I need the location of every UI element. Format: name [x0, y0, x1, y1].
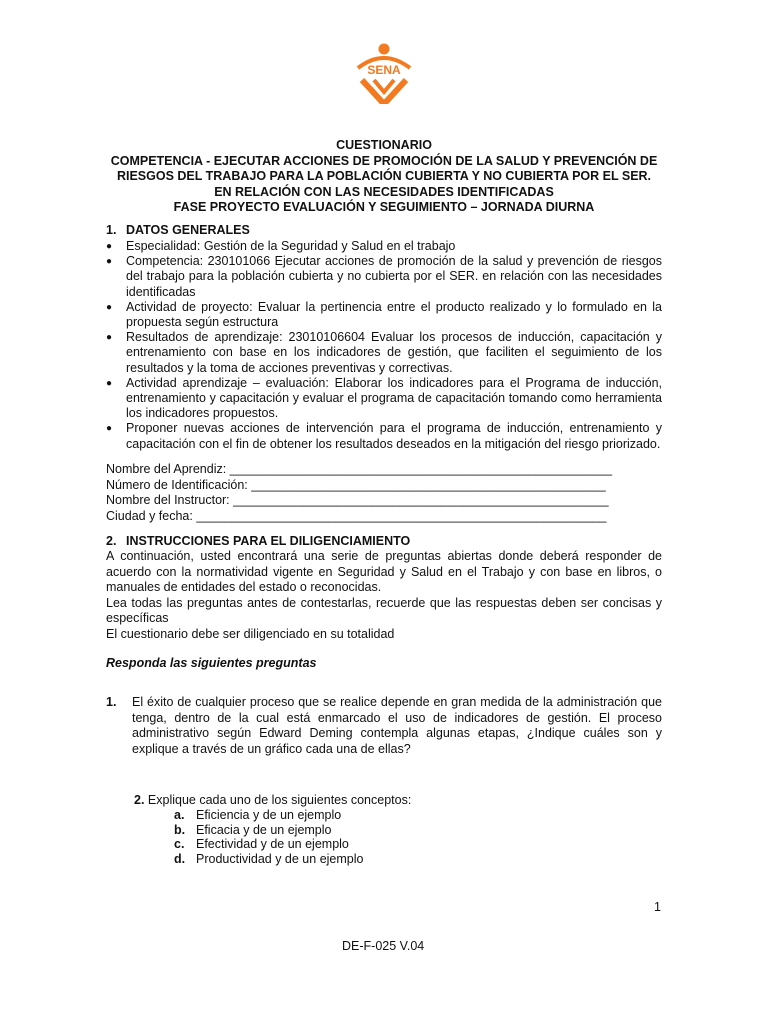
- list-item: ● Especialidad: Gestión de la Seguridad y Salud en el trabajo: [106, 239, 662, 254]
- title-line-4: EN RELACIÓN CON LAS NECESIDADES IDENTIFICADAS: [214, 184, 554, 199]
- questions-heading: Responda las siguientes preguntas: [106, 656, 317, 670]
- field-numero-identificacion: Número de Identificación: ___________________________________________________: [106, 477, 606, 492]
- field-nombre-aprendiz: Nombre del Aprendiz: _______________________________________________________: [106, 462, 613, 476]
- section-2-number: 2.: [106, 534, 117, 548]
- question-1: [106, 695, 662, 757]
- question-2: [134, 793, 411, 809]
- question-2-text: Explique cada uno de los siguientes conceptos:: [147, 793, 412, 807]
- instructions-paragraph-1: A continuación, usted encontrará una serie de preguntas abiertas donde deberá responder de acuerdo con la normatividad vigente en Seguridad y Salud en el Trabajo y con base en libros, o manuales de entidades del estado o reconocidas.: [106, 549, 662, 594]
- list-item: ● Resultados de aprendizaje: 23010106604 Evaluar los procesos de inducción, capacitación y entrenamiento con base en los indicadores de gestión, que faciliten el seguimiento de los resultados y la toma de acciones preventivas y correctivas.: [106, 330, 662, 376]
- subitem-letter: b.: [174, 822, 186, 837]
- question-2-number: 2.: [134, 793, 145, 807]
- list-item: [174, 808, 363, 823]
- subitem-text: Productividad y de un ejemplo: [196, 851, 364, 866]
- general-data-list: [106, 239, 662, 452]
- student-fields: [106, 462, 666, 524]
- list-item: ● Proponer nuevas acciones de intervención para el programa de inducción, entrenamiento y capacitación con el fin de obtener los resultados deseados en la mitigación del riesgo priorizado.: [106, 421, 662, 451]
- list-item: ● Competencia: 230101066 Ejecutar acciones de promoción de la salud y prevención de riesgos del trabajo para la población cubierta y no cubierta por el SER. en relación con las necesidades identificadas: [106, 254, 662, 300]
- subitem-letter: d.: [174, 851, 186, 866]
- field-ciudad-fecha: Ciudad y fecha: ___________________________________________________________: [106, 508, 607, 523]
- instructions-paragraph-2: Lea todas las preguntas antes de contestarlas, recuerde que las respuestas deben ser concisas y específicas: [106, 595, 662, 625]
- section-2-heading: [106, 534, 410, 549]
- section-2-title: INSTRUCCIONES PARA EL DILIGENCIAMIENTO: [126, 534, 411, 548]
- footer-code: DE-F-025 V.04: [342, 939, 425, 953]
- section-1-number: 1.: [106, 223, 117, 237]
- logo-figure-inner: [374, 80, 394, 92]
- logo-text: SENA: [367, 63, 401, 77]
- subitem-letter: a.: [174, 808, 185, 822]
- instructions-text: [106, 549, 662, 642]
- section-1-title: DATOS GENERALES: [126, 223, 250, 237]
- section-1-heading: [106, 223, 250, 238]
- question-1-number: 1.: [106, 695, 117, 709]
- subitem-text: Eficiencia y de un ejemplo: [196, 808, 342, 822]
- field-nombre-instructor: Nombre del Instructor: ______________________________________________________: [106, 493, 609, 507]
- logo-head: [379, 44, 390, 55]
- subitem-letter: c.: [174, 837, 185, 851]
- subitem-text: Efectividad y de un ejemplo: [196, 837, 349, 851]
- question-2-subitems: [174, 808, 363, 866]
- title-line-2: COMPETENCIA - EJECUTAR ACCIONES DE PROMOCIÓN DE LA SALUD Y PREVENCIÓN DE: [110, 153, 658, 168]
- sena-logo: [352, 42, 416, 104]
- list-item: [174, 823, 363, 838]
- title-line-1: CUESTIONARIO: [336, 138, 432, 152]
- title-line-3: RIESGOS DEL TRABAJO PARA LA POBLACIÓN CUBIERTA Y NO CUBIERTA POR EL SER.: [116, 169, 652, 183]
- list-item: ● Actividad aprendizaje – evaluación: Elaborar los indicadores para el Programa de inducción, entrenamiento y capacitación y evaluar el programa de capacitación tomando como herramienta los indicadores propuestos.: [106, 376, 662, 422]
- page-number: 1: [654, 900, 661, 914]
- title-line-5: FASE PROYECTO EVALUACIÓN Y SEGUIMIENTO – JORNADA DIURNA: [173, 200, 595, 214]
- list-item: ● Actividad de proyecto: Evaluar la pertinencia entre el producto realizado y lo formulado en la propuesta según estructura: [106, 300, 662, 330]
- instructions-paragraph-3: El cuestionario debe ser diligenciado en su totalidad: [106, 626, 395, 641]
- question-1-text: El éxito de cualquier proceso que se realice depende en gran medida de la administración que tenga, dentro de la cual está enmarcado el uso de indicadores de gestión. El proceso administrativo según Edward Deming contempla algunas etapas, ¿Indique cuáles son y explique a través de un gráfico cada una de ellas?: [132, 695, 662, 756]
- list-item: [174, 837, 363, 852]
- subitem-text: Eficacia y de un ejemplo: [196, 822, 332, 837]
- list-item: [174, 852, 363, 867]
- document-title: [100, 138, 668, 216]
